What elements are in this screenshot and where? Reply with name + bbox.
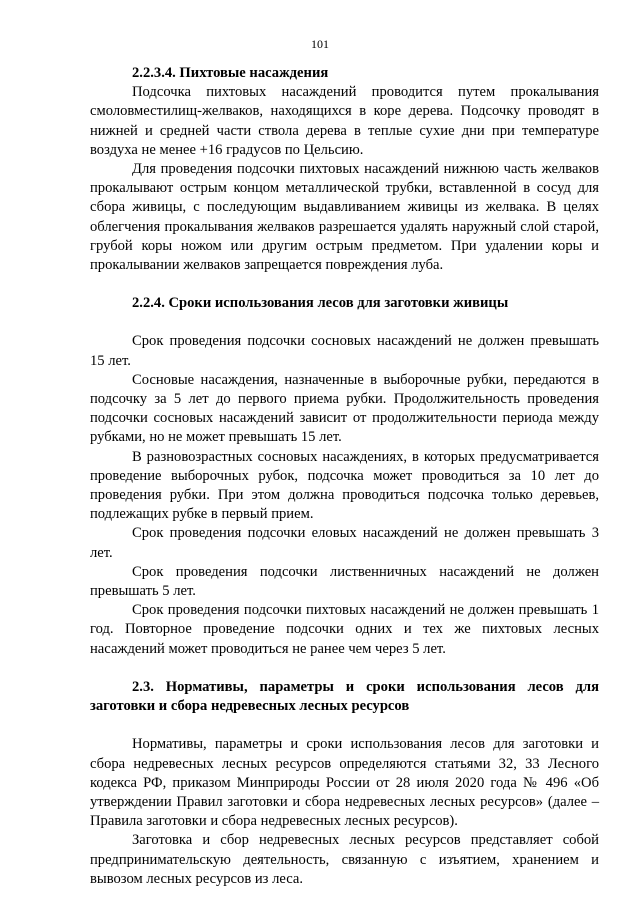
paragraph: Нормативы, параметры и сроки использования лесов для заготовки и сбора недревесных лесных ресурсов определяются статьями 32, 33 Лесного кодекса РФ, приказом Минприроды России от 28 июля 2020 года № 496 «Об утверждении Правил заготовки и сбора недревесных лесных ресурсов» (далее – Правила заготовки и сбора недревесных лесных ресурсов).: [90, 736, 599, 830]
spacer: [90, 313, 599, 332]
paragraph: Срок проведения подсочки пихтовых насаждений не должен превышать 1 год. Повторное проведение подсочки одних и тех же пихтовых лесных насаждений может проводиться не ранее чем через 5 лет.: [90, 602, 599, 657]
section-heading-2-2-4: 2.2.4. Сроки использования лесов для заготовки живицы: [132, 295, 509, 312]
paragraph: Срок проведения подсочки сосновых насаждений не должен превышать 15 лет.: [90, 333, 599, 369]
spacer: [90, 275, 599, 294]
paragraph: Заготовка и сбор недревесных лесных ресурсов представляет собой предпринимательскую деятельность, связанную с изъятием, хранением и вывозом лесных ресурсов из леса.: [90, 832, 599, 887]
paragraph: Срок проведения подсочки лиственничных насаждений не должен превышать 5 лет.: [90, 563, 599, 600]
paragraph: Срок проведения подсочки еловых насаждений не должен превышать 3 лет.: [90, 525, 599, 561]
paragraph: В разновозрастных сосновых насаждениях, в которых предусматривается проведение выборочных рубок, подсочка может проводиться за 10 лет до проведения рубки. При этом должна проводиться подсочка только деревьев, подлежащих рубке в первый прием.: [90, 448, 599, 523]
paragraph: Сосновые насаждения, назначенные в выборочные рубки, передаются в подсочку за 5 лет до первого приема рубки. Продолжительность проведения подсочки сосновых насаждений зависит от продолжительности периода между рубками, но не может превышать 15 лет.: [90, 371, 599, 446]
paragraph: Подсочка пихтовых насаждений проводится путем прокалывания смоловместилищ-желваков, находящихся в коре дерева. Подсочку проводят в нижней и средней части ствола дерева в теплые сухие дни при температуре воздуха не менее +16 градусов по Цельсию.: [90, 84, 599, 158]
page-content: [90, 64, 599, 889]
spacer: [90, 659, 599, 678]
spacer: [90, 716, 599, 735]
section-heading-2-3: 2.3. Нормативы, параметры и сроки использования лесов для заготовки и сбора недревесных лесных ресурсов: [90, 678, 599, 715]
page-number: 101: [311, 37, 329, 51]
paragraph: Для проведения подсочки пихтовых насаждений нижнюю часть желваков прокалывают острым концом металлической трубки, вставленной в сосуд для сбора живицы, с последующим выдавливанием живицы из желвака. В целях облегчения прокалывания желваков разрешается удалять наружный слой старой, грубой коры ножом или другим острым предметом. При удалении коры и прокалывании желваков запрещается повреждения луба.: [90, 161, 599, 274]
section-heading-2-2-3-4: 2.2.3.4. Пихтовые насаждения: [132, 65, 329, 81]
